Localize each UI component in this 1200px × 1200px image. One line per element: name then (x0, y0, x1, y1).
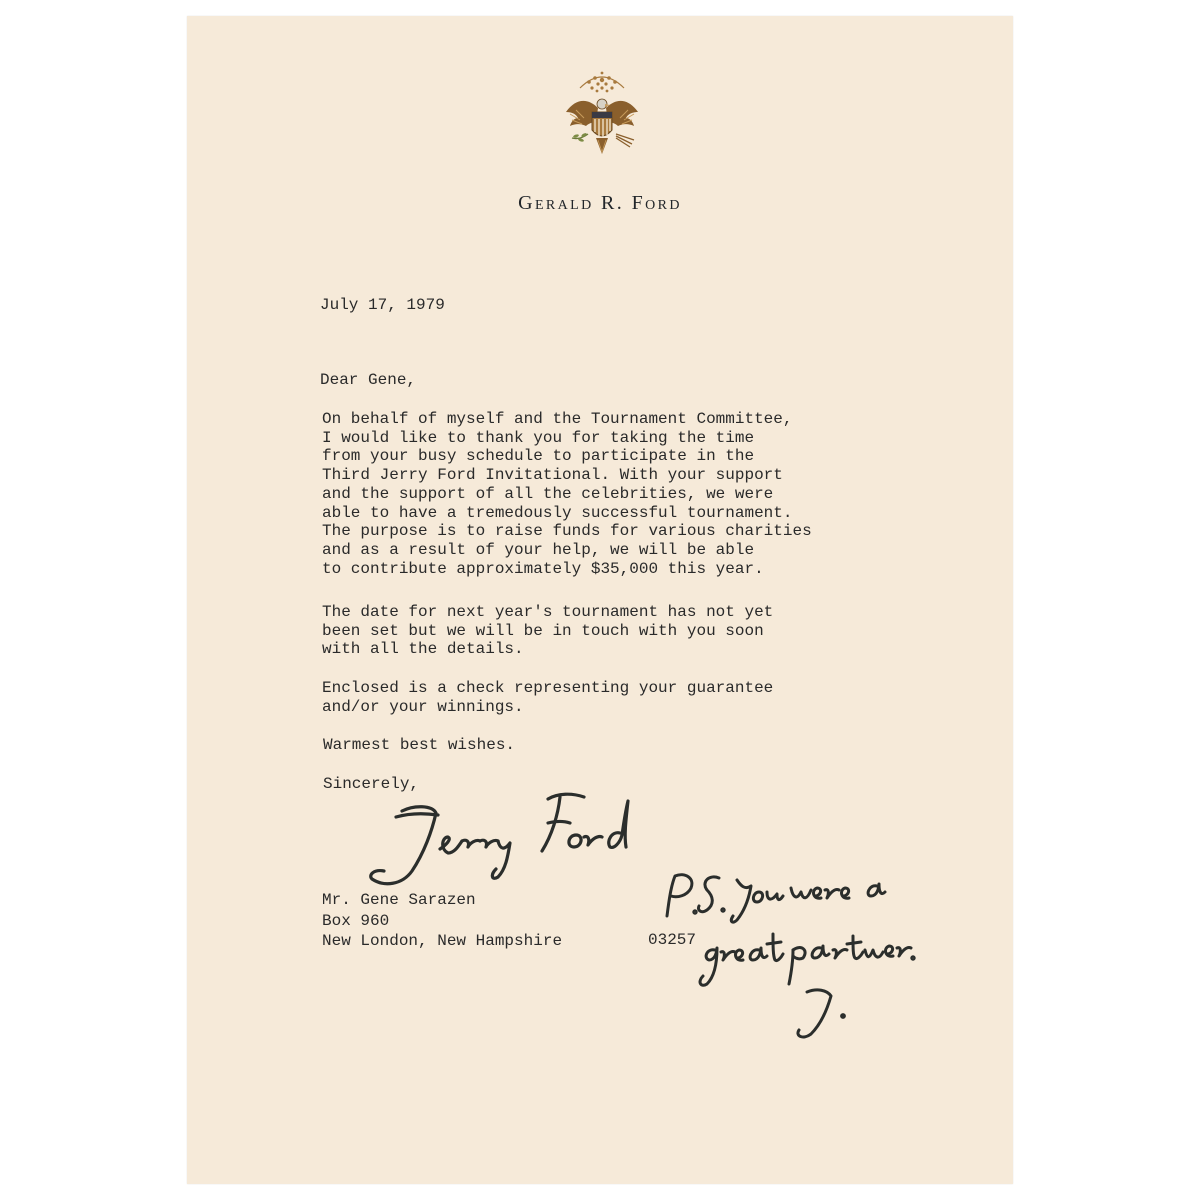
paragraph-line: The date for next year's tournament has not yet (322, 603, 774, 621)
handwritten-signature (362, 791, 652, 901)
paragraph-line: from your busy schedule to participate in the (322, 447, 755, 466)
closing-wishes: Warmest best wishes. (323, 736, 516, 754)
paragraph-line: able to have a tremedously successful tournament. (322, 503, 793, 522)
paragraph-line: with all the details. (322, 640, 524, 659)
letterhead-name: Gerald R. Ford (518, 192, 682, 214)
paragraph-line: and/or your winnings. (322, 697, 524, 716)
paragraph-next-year (322, 603, 773, 659)
paragraph-line: been set but we will be in touch with you soon (322, 621, 764, 640)
paragraph-line: The purpose is to raise funds for various charities (322, 522, 812, 541)
paragraph-line: Third Jerry Ford Invitational. With your support (322, 466, 783, 485)
paragraph-enclosure (322, 679, 773, 716)
paragraph-line: and the support of all the celebrities, we were (322, 484, 774, 503)
recipient-name: Mr. Gene Sarazen (322, 891, 476, 909)
closing: Sincerely, (323, 775, 420, 793)
recipient-box: Box 960 (322, 911, 390, 930)
handwritten-postscript (657, 866, 917, 1046)
paragraph-line: to contribute approximately $35,000 this year. (322, 559, 764, 578)
paragraph-line: On behalf of myself and the Tournament Committee, (322, 410, 793, 428)
recipient-zip: 03257 (648, 931, 697, 949)
paragraph-thanks (322, 410, 812, 578)
salutation: Dear Gene, (320, 371, 417, 389)
recipient-address (322, 890, 562, 952)
letter-date: July 17, 1979 (320, 296, 445, 314)
letter-sheet (187, 16, 1013, 1184)
recipient-city-state: New London, New Hampshire (322, 932, 563, 950)
paragraph-line: and as a result of your help, we will be able (322, 540, 755, 559)
paragraph-line: Enclosed is a check representing your guarantee (322, 679, 774, 697)
paragraph-line: I would like to thank you for taking the time (322, 428, 755, 447)
presidential-eagle-seal-icon (558, 68, 646, 172)
